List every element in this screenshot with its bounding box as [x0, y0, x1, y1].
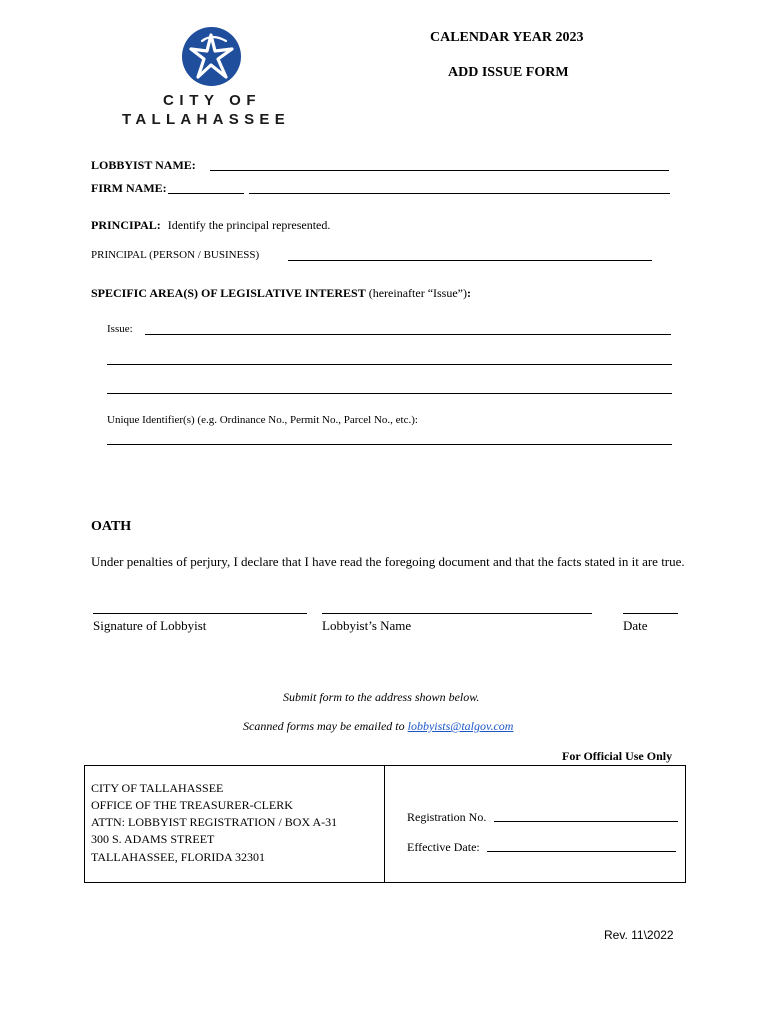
address-line-1: CITY OF TALLAHASSEE	[91, 781, 224, 795]
legislative-interest-label: SPECIFIC AREA(S) OF LEGISLATIVE INTEREST	[91, 286, 366, 300]
oath-heading: OATH	[91, 519, 132, 534]
signature-field[interactable]	[93, 613, 307, 614]
revision-label: Rev. 11\2022	[604, 928, 674, 942]
signature-label: Signature of Lobbyist	[93, 618, 207, 633]
oath-text: Under penalties of perjury, I declare that I have read the foregoing document and that the facts stated in it are true.	[91, 554, 685, 569]
address-line-5: TALLAHASSEE, FLORIDA 32301	[91, 850, 266, 864]
firm-name-field[interactable]	[249, 193, 670, 194]
issue-field-line-1[interactable]	[145, 334, 671, 335]
principal-instruction: Identify the principal represented.	[167, 218, 331, 232]
calendar-year-title: CALENDAR YEAR 2023	[430, 30, 584, 45]
firm-name-label: FIRM NAME:	[91, 181, 167, 195]
form-title: ADD ISSUE FORM	[448, 65, 569, 80]
address-line-4: 300 S. ADAMS STREET	[91, 832, 215, 846]
email-link[interactable]: lobbyists@talgov.com	[407, 719, 514, 733]
email-prefix: Scanned forms may be emailed to	[243, 719, 405, 733]
effective-date-field[interactable]	[487, 851, 676, 852]
email-instruction	[243, 719, 513, 734]
lobbyist-name-sign-label: Lobbyist’s Name	[322, 618, 412, 633]
principal-row	[91, 218, 330, 233]
legislative-interest-colon: :	[467, 286, 472, 300]
logo-text-tallahassee: TALLAHASSEE	[122, 111, 291, 128]
registration-label: Registration No.	[407, 810, 487, 824]
city-logo-emblem	[182, 27, 241, 86]
effective-date-label: Effective Date:	[407, 840, 480, 854]
principal-label: PRINCIPAL:	[91, 218, 161, 232]
official-use-label: For Official Use Only	[562, 749, 673, 763]
date-field[interactable]	[623, 613, 678, 614]
legislative-interest-row	[91, 286, 471, 301]
official-use-divider	[384, 765, 385, 883]
principal-field-label: PRINCIPAL (PERSON / BUSINESS)	[91, 249, 260, 261]
unique-identifier-field[interactable]	[107, 444, 672, 445]
lobbyist-name-field[interactable]	[210, 170, 669, 171]
logo-text-city-of: CITY OF	[163, 92, 262, 109]
firm-name-field-short[interactable]	[168, 193, 244, 194]
principal-field[interactable]	[288, 260, 652, 261]
issue-label: Issue:	[107, 323, 133, 335]
submit-instruction: Submit form to the address shown below.	[283, 690, 480, 704]
legislative-interest-note: (hereinafter “Issue”)	[368, 286, 468, 300]
star-icon	[182, 27, 241, 86]
issue-field-line-2[interactable]	[107, 364, 672, 365]
address-line-2: OFFICE OF THE TREASURER-CLERK	[91, 798, 293, 812]
lobbyist-name-label: LOBBYIST NAME:	[91, 158, 196, 172]
unique-identifier-label: Unique Identifier(s) (e.g. Ordinance No., Permit No., Parcel No., etc.):	[107, 414, 418, 426]
registration-field[interactable]	[494, 821, 678, 822]
lobbyist-name-sign-field[interactable]	[322, 613, 592, 614]
date-label: Date	[623, 618, 648, 633]
issue-field-line-3[interactable]	[107, 393, 672, 394]
address-line-3: ATTN: LOBBYIST REGISTRATION / BOX A-31	[91, 815, 338, 829]
